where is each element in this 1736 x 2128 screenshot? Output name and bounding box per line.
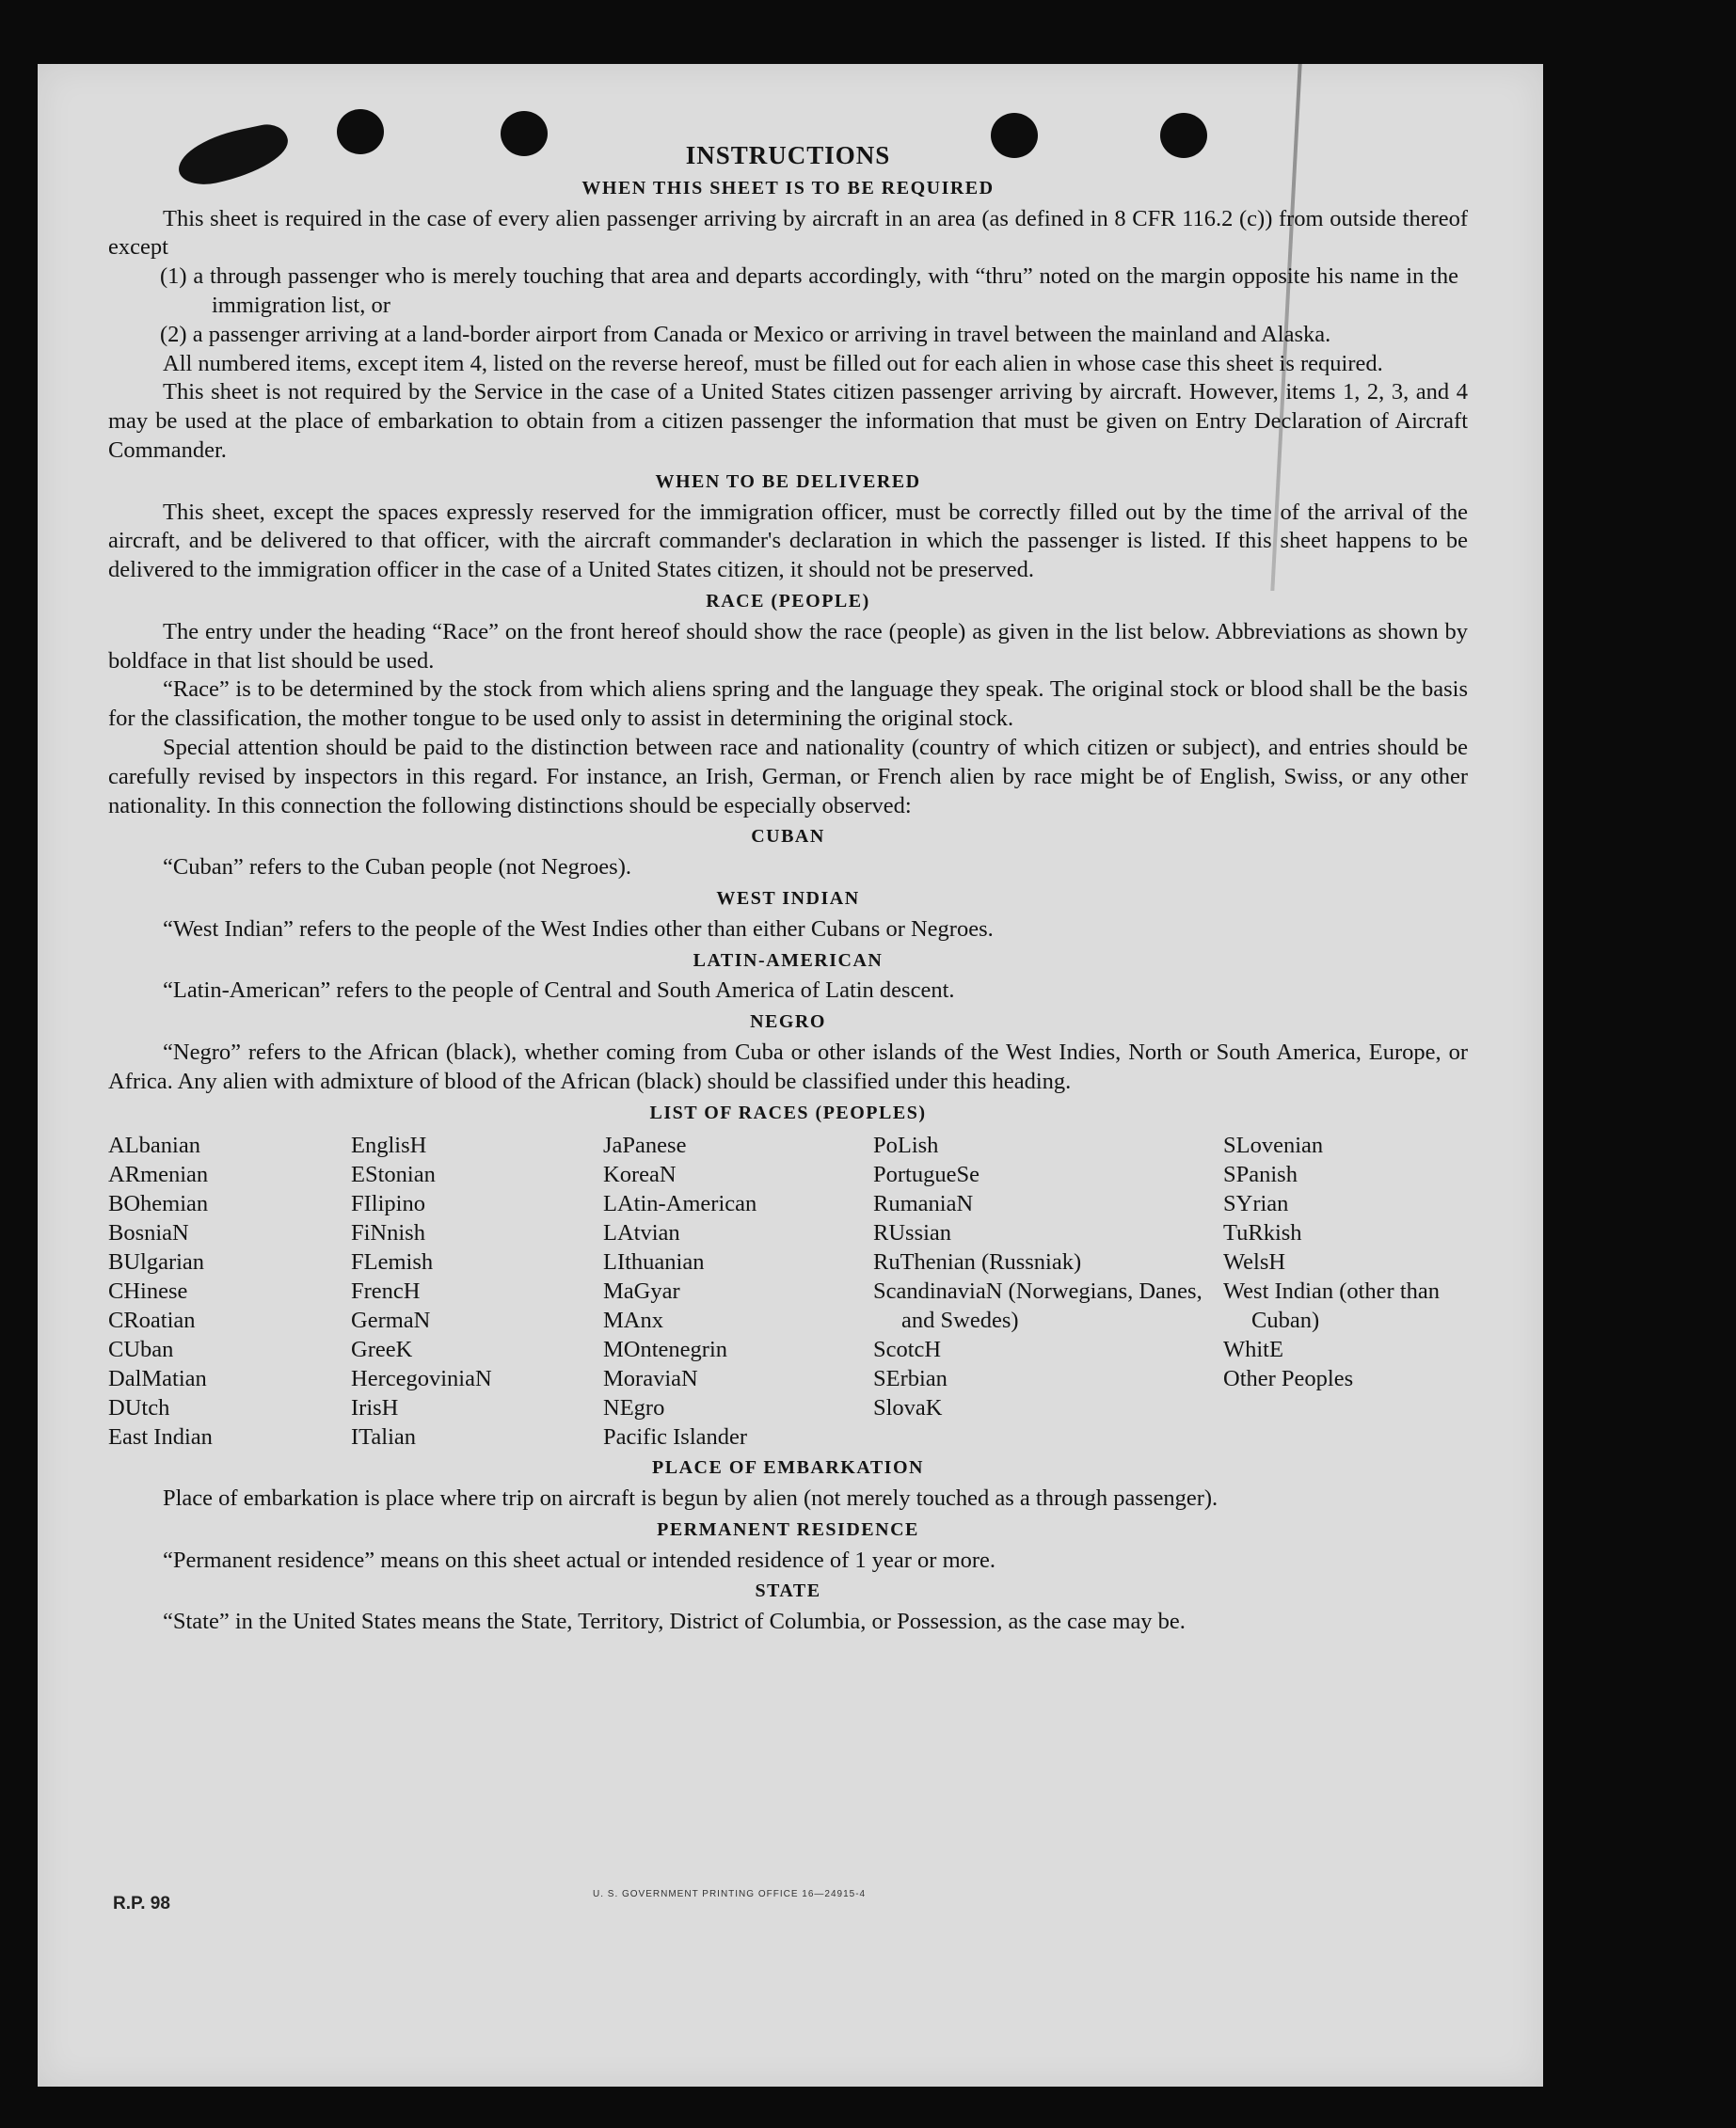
paragraph: “Negro” refers to the African (black), whether coming from Cuba or other islands of the West Indies, North or South America, Europe, or Africa. Any alien with admixture of blood of the African (black) should be classified under this heading. [108,1039,1468,1094]
section-heading-cuban: CUBAN [751,826,825,848]
race-item: DalMatian [108,1366,207,1392]
race-item: TuRkish [1223,1220,1302,1247]
race-item: LAtin-American [603,1191,757,1217]
paragraph: Place of embarkation is place where trip on aircraft is begun by alien (not merely touched as a through passenger). [163,1485,1218,1512]
race-item: WelsH [1223,1249,1286,1276]
races-column [873,1131,1223,1452]
page-title: INSTRUCTIONS [685,141,891,169]
race-item: MAnx [603,1308,663,1334]
race-item: SPanish [1223,1162,1298,1188]
race-item: BosniaN [108,1220,189,1247]
race-item: RUssian [873,1220,952,1247]
paragraph: This sheet, except the spaces expressly reserved for the immigration officer, must be correctly filled out by the time of the arrival of the aircraft, and be delivered to that officer, with the aircraft commander's declaration in which the passenger is listed. If this sheet happens to be delivered to the immigration officer in the case of a United States citizen, it should not be preserved. [108,499,1468,583]
section-heading-required: WHEN THIS SHEET IS TO BE REQUIRED [581,177,995,199]
section-heading-race: RACE (PEOPLE) [706,590,870,611]
section-heading-embarkation: PLACE OF EMBARKATION [652,1457,924,1479]
races-column [351,1131,603,1452]
paragraph: “State” in the United States means the State, Territory, District of Columbia, or Possession, as the case may be. [163,1609,1186,1635]
race-item: FiNnish [351,1220,425,1247]
race-item: FLemish [351,1249,434,1276]
paragraph: “Cuban” refers to the Cuban people (not Negroes). [163,854,631,881]
races-column [603,1131,873,1452]
form-number: R.P. 98 [113,1894,170,1914]
race-item: RumaniaN [873,1191,974,1217]
printer-imprint: U. S. GOVERNMENT PRINTING OFFICE 16—24915-4 [593,1889,867,1899]
race-item: SlovaK [873,1395,943,1421]
race-item: East Indian [108,1424,213,1451]
paragraph: All numbered items, except item 4, listed on the reverse hereof, must be filled out for each alien in whose case this sheet is required. [163,350,1383,376]
race-item: Other Peoples [1223,1366,1354,1392]
race-item: Pacific Islander [603,1424,748,1451]
race-item: SYrian [1223,1191,1289,1217]
section-heading-negro: NEGRO [750,1011,826,1033]
race-item: CHinese [108,1278,188,1305]
section-heading-list-of-races: LIST OF RACES (PEOPLES) [649,1102,927,1123]
section-heading-delivered: WHEN TO BE DELIVERED [655,470,921,492]
section-heading-west-indian: WEST INDIAN [716,887,860,909]
race-item: BUlgarian [108,1249,205,1276]
list-item: (2) a passenger arriving at a land-border airport from Canada or Mexico or arriving in travel between the mainland and Alaska. [160,321,1331,347]
race-item: GermaN [351,1308,431,1334]
race-item: PortugueSe [873,1162,979,1188]
race-item: ScandinaviaN (Norwegians, Danes, and Swedes) [873,1278,1202,1334]
race-item: KoreaN [603,1162,677,1188]
race-item: ITalian [351,1424,417,1451]
section-heading-residence: PERMANENT RESIDENCE [657,1518,919,1540]
races-column [108,1131,351,1452]
paragraph: “Permanent residence” means on this sheet actual or intended residence of 1 year or more. [163,1547,996,1573]
race-item: GreeK [351,1337,413,1363]
races-list [108,1131,1468,1452]
instructions-body [108,141,1468,1637]
race-item: LIthuanian [603,1249,705,1276]
paragraph: Special attention should be paid to the distinction between race and nationality (country of which citizen or subject), and entries should be carefully revised by inspectors in this regard. For instance, an Irish, German, or French alien by race might be of English, Swiss, or any other nationality. In this connection the following distinctions should be especially observed: [108,734,1468,818]
list-item: (1) a through passenger who is merely touching that area and departs accordingly, with “thru” noted on the margin opposite his name in the immigration list, or [160,263,1458,318]
race-item: ARmenian [108,1162,209,1188]
race-item: SLovenian [1223,1133,1324,1159]
race-item: WhitE [1223,1337,1283,1363]
race-item: IrisH [351,1395,399,1421]
race-item: PoLish [873,1133,939,1159]
race-item: MOntenegrin [603,1337,727,1363]
paragraph: This sheet is not required by the Service in the case of a United States citizen passenger arriving by aircraft. However, items 1, 2, 3, and 4 may be used at the place of embarkation to obtain from a citizen passenger the information that must be given on Entry Declaration of Aircraft Commander. [108,379,1468,463]
race-item: EStonian [351,1162,436,1188]
paragraph: This sheet is required in the case of every alien passenger arriving by aircraft in an area (as defined in 8 CFR 116.2 (c)) from outside thereof except [108,205,1468,261]
race-item: MaGyar [603,1278,680,1305]
race-item: JaPanese [603,1133,687,1159]
paragraph: “Race” is to be determined by the stock from which aliens spring and the language they speak. The original stock or blood shall be the basis for the classification, the mother tongue to be used only to assist in determining the original stock. [108,676,1468,732]
race-item: ScotcH [873,1337,942,1363]
race-item: BOhemian [108,1191,209,1217]
race-item: LAtvian [603,1220,680,1247]
race-item: CRoatian [108,1308,196,1334]
race-item: FrencH [351,1278,421,1305]
race-item: EnglisH [351,1133,427,1159]
section-heading-state: STATE [755,1580,821,1602]
section-heading-latin-american: LATIN-AMERICAN [693,949,884,971]
race-item: SErbian [873,1366,948,1392]
race-item: CUban [108,1337,174,1363]
race-item: MoraviaN [603,1366,698,1392]
race-item: RuThenian (Russniak) [873,1249,1082,1276]
paragraph: “Latin-American” refers to the people of Central and South America of Latin descent. [163,977,955,1004]
race-item: ALbanian [108,1133,200,1159]
race-item: DUtch [108,1395,170,1421]
race-item: West Indian (other than Cuban) [1223,1278,1441,1334]
paragraph: “West Indian” refers to the people of the West Indies other than either Cubans or Negroes. [163,915,994,942]
races-column [1223,1131,1468,1452]
race-item: NEgro [603,1395,665,1421]
paragraph: The entry under the heading “Race” on the front hereof should show the race (people) as given in the list below. Abbreviations as shown by boldface in that list should be used. [108,618,1468,674]
race-item: FIlipino [351,1191,425,1217]
race-item: HercegoviniaN [351,1366,492,1392]
